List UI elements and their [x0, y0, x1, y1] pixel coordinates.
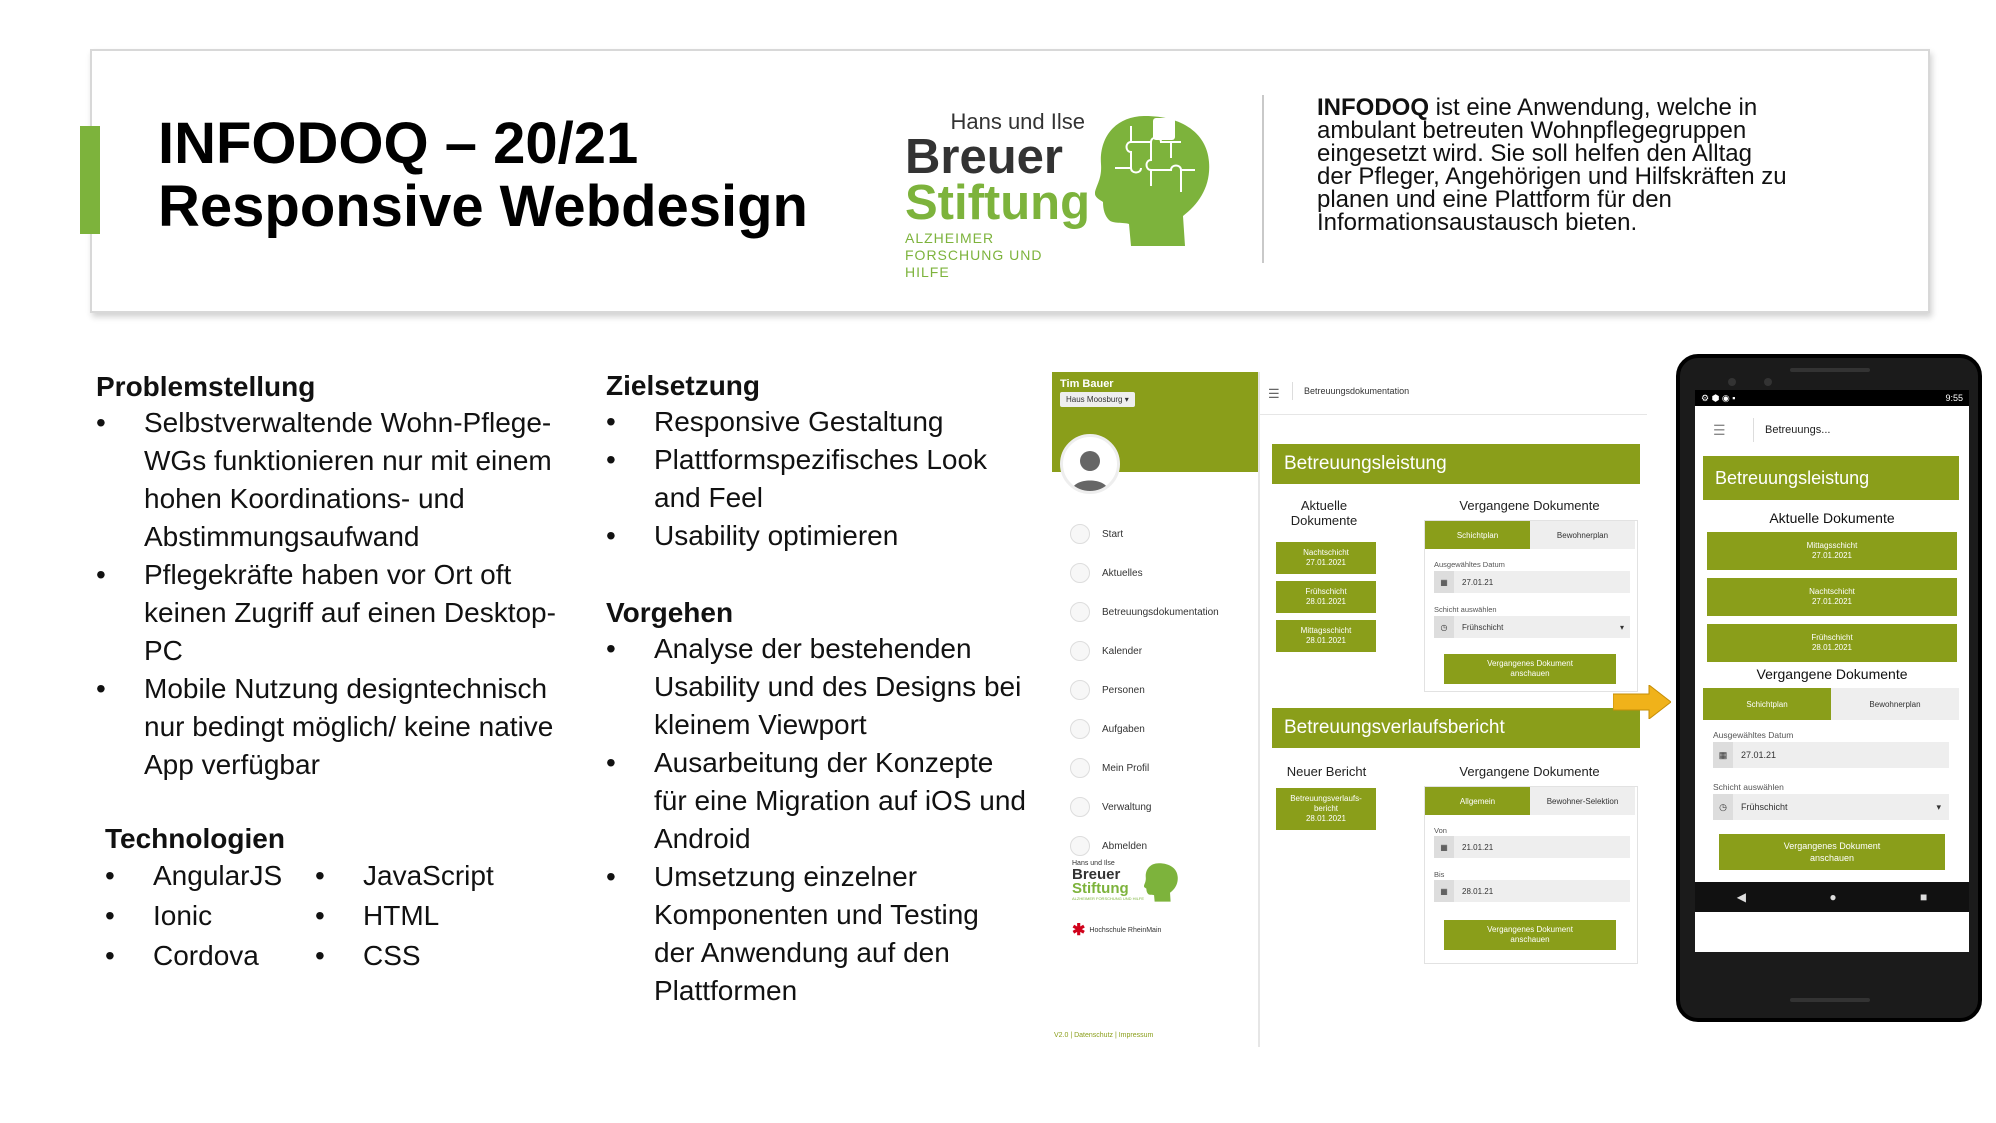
doc-button-mittagsschicht[interactable]	[1276, 620, 1376, 652]
phone-vergangene-label: Vergangene Dokumente	[1756, 666, 1908, 682]
phone-doc-button-nachtschicht[interactable]	[1707, 578, 1957, 616]
phone-shift-select[interactable]	[1713, 794, 1949, 820]
btn-line: anschauen	[1809, 853, 1855, 863]
btn-line: 27.01.2021	[1811, 597, 1853, 606]
title-line-2: Responsive Webdesign	[158, 174, 808, 239]
von-label: Von	[1434, 826, 1447, 835]
phone-date-field[interactable]	[1713, 742, 1949, 768]
phone-panel-title: Betreuungsleistung	[1703, 456, 1959, 500]
aktuelle-dokumente-label: Aktuelle Dokumente	[1290, 498, 1358, 528]
btn-line: 28.01.2021	[1811, 643, 1853, 652]
small-logo-l2: Breuer	[1072, 866, 1121, 883]
topbar-line	[1259, 414, 1647, 415]
hochschule-name: Hochschule RheinMain	[1089, 926, 1162, 934]
phone-topbar-divider	[1753, 418, 1754, 442]
head-puzzle-icon	[1095, 112, 1210, 247]
phone-doc-button-fruehschicht[interactable]	[1707, 624, 1957, 662]
date-value: 27.01.21	[1462, 577, 1494, 587]
phone-tab-bewohnerplan[interactable]: Bewohnerplan	[1831, 688, 1959, 720]
btn-line: Nachtschicht	[1809, 587, 1855, 596]
nav-label: Aktuelles	[1102, 567, 1143, 579]
btn-line: anschauen	[1510, 935, 1550, 944]
nav-icon	[1070, 641, 1090, 661]
house-select[interactable]: Haus Moosburg ▾	[1060, 392, 1135, 407]
android-nav-bar	[1695, 882, 1969, 912]
btn-line: Vergangenes Dokument	[1487, 925, 1573, 934]
nav-label: Abmelden	[1102, 840, 1148, 852]
desktop-screenshot	[1052, 372, 1647, 1047]
tech-item: • JavaScript	[315, 856, 525, 896]
problem-section	[96, 370, 576, 784]
nav-aktuelles[interactable]	[1070, 563, 1143, 583]
recents-icon[interactable]: ■	[1920, 890, 1928, 904]
btn-line: Mittagsschicht	[1806, 541, 1858, 550]
date-field[interactable]	[1434, 571, 1630, 593]
phone-aktuelle-label: Aktuelle Dokumente	[1769, 510, 1895, 526]
von-value: 21.01.21	[1462, 842, 1494, 852]
tab-schichtplan[interactable]: Schichtplan	[1425, 521, 1530, 549]
nav-icon	[1070, 797, 1090, 817]
shift-label: Schicht auswählen	[1434, 605, 1497, 614]
status-bar	[1695, 390, 1969, 406]
speaker-grill	[1790, 368, 1870, 372]
sidebar-header	[1052, 372, 1258, 472]
vergangene-dokumente-label-2: Vergangene Dokumente	[1459, 764, 1600, 779]
btn-line: bericht	[1313, 804, 1338, 813]
topbar-title: Betreuungsdokumentation	[1304, 386, 1410, 396]
btn-line: Nachtschicht	[1303, 548, 1349, 557]
nav-personen[interactable]	[1070, 680, 1145, 700]
btn-line: Vergangenes Dokument	[1783, 841, 1881, 851]
shift-value: Frühschicht	[1462, 622, 1504, 632]
phone-date-value: 27.01.21	[1741, 750, 1777, 760]
nav-icon	[1070, 836, 1090, 856]
page-title	[158, 112, 808, 238]
nav-icon	[1070, 719, 1090, 739]
nav-icon	[1070, 563, 1090, 583]
tab-bewohnerplan[interactable]: Bewohnerplan	[1530, 521, 1635, 549]
nav-icon	[1070, 524, 1090, 544]
verlaufsbericht-button[interactable]	[1276, 788, 1376, 830]
logo-line-4: ALZHEIMER	[905, 230, 995, 246]
nav-kalender[interactable]	[1070, 641, 1142, 661]
vorgehen-item: • Ausarbeitung der Konzepte für eine Migration auf iOS und Android	[606, 744, 1026, 858]
problem-heading: Problemstellung	[96, 371, 316, 402]
title-line-1: INFODOQ – 20/21	[158, 111, 639, 176]
btn-line: Frühschicht	[1305, 587, 1347, 596]
project-description	[1317, 96, 1787, 234]
btn-line: 28.01.2021	[1305, 597, 1347, 606]
accent-bar	[80, 126, 100, 234]
clock-icon: ◷	[1434, 616, 1454, 638]
clock-icon: ◷	[1713, 794, 1733, 820]
nav-label: Start	[1102, 528, 1124, 540]
phone-date-label: Ausgewähltes Datum	[1713, 730, 1794, 740]
user-name: Tim Bauer	[1060, 378, 1114, 390]
camera-icon	[1728, 378, 1736, 386]
btn-line: Vergangenes Dokument	[1487, 659, 1573, 668]
phone-vergangenes-button[interactable]	[1719, 834, 1945, 870]
btn-line: Frühschicht	[1811, 633, 1853, 642]
tab-allgemein[interactable]: Allgemein	[1425, 787, 1530, 815]
vergangenes-dokument-button-2[interactable]	[1444, 920, 1616, 950]
nav-icon	[1070, 602, 1090, 622]
btn-line: 28.01.2021	[1305, 814, 1347, 823]
nav-icon	[1070, 758, 1090, 778]
problem-item: • Mobile Nutzung designtechnisch nur bedingt möglich/ keine native App verfügbar	[96, 670, 576, 784]
bis-label: Bis	[1434, 870, 1445, 879]
vergangene-dokumente-label: Vergangene Dokumente	[1459, 498, 1600, 513]
nav-betreuungsdokumentation[interactable]	[1070, 602, 1219, 622]
btn-line: anschauen	[1510, 669, 1550, 678]
vorgehen-item: • Umsetzung einzelner Komponenten und Testing der Anwendung auf den Plattformen	[606, 858, 1026, 1010]
phone-title: Betreuungs...	[1765, 424, 1831, 436]
tech-heading: Technologien	[105, 823, 285, 854]
nav-label: Mein Profil	[1102, 762, 1150, 774]
problem-item: • Pflegekräfte haben vor Ort oft keinen Zugriff auf einen Desktop-PC	[96, 556, 576, 670]
phone-shift-label: Schicht auswählen	[1713, 782, 1784, 792]
tech-item: • CSS	[315, 936, 525, 976]
tech-item: • HTML	[315, 896, 525, 936]
btn-line: Betreuungsverlaufs-	[1290, 794, 1362, 803]
bis-value: 28.01.21	[1462, 886, 1494, 896]
vergangenes-dokument-button[interactable]	[1444, 654, 1616, 684]
vorgehen-heading: Vorgehen	[606, 597, 734, 628]
ziel-section	[606, 369, 1026, 555]
btn-line: Mittagsschicht	[1300, 626, 1352, 635]
nav-abmelden[interactable]	[1070, 836, 1147, 856]
sensor-icon	[1764, 378, 1772, 386]
description-text: ist eine Anwendung, welche in ambulant betreuten Wohnpflegegruppen eingesetzt wird. Sie soll helfen den Alltag der Pfleger, Angehörigen und Hilfskräften zu planen und eine Plattform für den Informationsaustausch bieten.	[1317, 94, 1787, 236]
nav-mein-profil[interactable]	[1070, 758, 1149, 778]
home-icon[interactable]: ●	[1829, 890, 1837, 904]
von-field[interactable]	[1434, 836, 1630, 858]
tab-bar	[1425, 521, 1635, 549]
tab-bar-2	[1425, 787, 1635, 815]
nav-aufgaben[interactable]	[1070, 719, 1145, 739]
nav-label: Aufgaben	[1102, 723, 1145, 735]
hochschule-logo	[1072, 920, 1161, 940]
small-logo-l3: Stiftung	[1072, 880, 1129, 897]
panel-betreuungsleistung-title: Betreuungsleistung	[1272, 444, 1640, 484]
vorgehen-section	[606, 596, 1026, 1010]
topbar-divider	[1292, 382, 1293, 400]
calendar-icon: ▦	[1713, 742, 1733, 768]
phone-mockup	[1676, 354, 1982, 1022]
tech-section	[105, 822, 525, 976]
tech-item: • Cordova	[105, 936, 315, 976]
desktop-footer: V2.0 | Datenschutz | Impressum	[1054, 1032, 1154, 1039]
speaker-grill-bottom	[1790, 998, 1870, 1002]
btn-line: 28.01.2021	[1305, 636, 1347, 645]
hamburger-icon[interactable]: ☰	[1268, 386, 1280, 401]
status-icons: ⚙ ⬢ ◉ ▪	[1701, 392, 1736, 403]
phone-doc-button-mittagsschicht[interactable]	[1707, 532, 1957, 570]
problem-item: • Selbstverwaltende Wohn-Pflege-WGs funktionieren nur mit einem hohen Koordinations- und Abstimmungsaufwand	[96, 404, 576, 556]
phone-tab-schichtplan[interactable]: Schichtplan	[1703, 688, 1831, 720]
calendar-icon: ▦	[1434, 836, 1454, 858]
logo-line-3: Stiftung	[905, 176, 1091, 230]
arrow-right-icon	[1613, 685, 1671, 719]
vorgehen-item: • Analyse der bestehenden Usability und des Designs bei kleinem Viewport	[606, 630, 1026, 744]
nav-label: Personen	[1102, 684, 1145, 696]
phone-tab-bar	[1703, 688, 1959, 720]
back-icon[interactable]: ◀	[1736, 890, 1746, 904]
small-logo-l4: ALZHEIMER FORSCHUNG UND HILFE	[1072, 896, 1145, 901]
ziel-item: • Usability optimieren	[606, 517, 1026, 555]
nav-label: Betreuungsdokumentation	[1102, 606, 1219, 618]
neuer-bericht-label: Neuer Bericht	[1286, 764, 1367, 779]
btn-line: 27.01.2021	[1811, 551, 1853, 560]
shift-select[interactable]	[1434, 616, 1630, 638]
nav-icon	[1070, 680, 1090, 700]
logo-line-2: Breuer	[905, 130, 1063, 184]
nav-label: Kalender	[1102, 645, 1143, 657]
calendar-icon: ▦	[1434, 880, 1454, 902]
btn-line: 27.01.2021	[1305, 558, 1347, 567]
hochschule-mark-icon: ✱	[1072, 922, 1086, 939]
doc-button-nachtschicht[interactable]	[1276, 542, 1376, 574]
small-head-icon	[1144, 862, 1178, 902]
logo-line-5: FORSCHUNG UND HILFE	[905, 247, 1043, 280]
doc-button-fruehschicht[interactable]	[1276, 581, 1376, 613]
description-bold: INFODOQ	[1317, 94, 1429, 121]
chevron-down-icon: ▾	[1936, 801, 1941, 812]
ziel-heading: Zielsetzung	[606, 370, 761, 401]
nav-verwaltung[interactable]	[1070, 797, 1151, 817]
calendar-icon: ▦	[1434, 571, 1454, 593]
user-icon	[1070, 447, 1110, 491]
panel-verlaufsbericht-title: Betreuungsverlaufsbericht	[1272, 708, 1640, 748]
tech-item: • Ionic	[105, 896, 315, 936]
bis-field[interactable]	[1434, 880, 1630, 902]
date-label: Ausgewähltes Datum	[1434, 560, 1505, 569]
nav-start[interactable]	[1070, 524, 1123, 544]
phone-shift-value: Frühschicht	[1741, 802, 1788, 812]
avatar	[1060, 434, 1120, 494]
logo-line-1: Hans und Ilse	[950, 109, 1085, 134]
tech-item: • AngularJS	[105, 856, 315, 896]
breuer-stiftung-logo	[905, 109, 1091, 281]
status-time: 9:55	[1945, 393, 1963, 403]
chevron-down-icon: ▾	[1619, 622, 1624, 632]
nav-label: Verwaltung	[1102, 801, 1152, 813]
ziel-item: • Plattformspezifisches Look and Feel	[606, 441, 1026, 517]
phone-hamburger-icon[interactable]: ☰	[1713, 422, 1726, 438]
tab-bewohner-selektion[interactable]: Bewohner-Selektion	[1530, 787, 1635, 815]
small-logo-l1: Hans und Ilse	[1072, 860, 1115, 867]
header-divider	[1262, 95, 1264, 263]
ziel-item: • Responsive Gestaltung	[606, 403, 1026, 441]
phone-screen	[1695, 406, 1969, 952]
